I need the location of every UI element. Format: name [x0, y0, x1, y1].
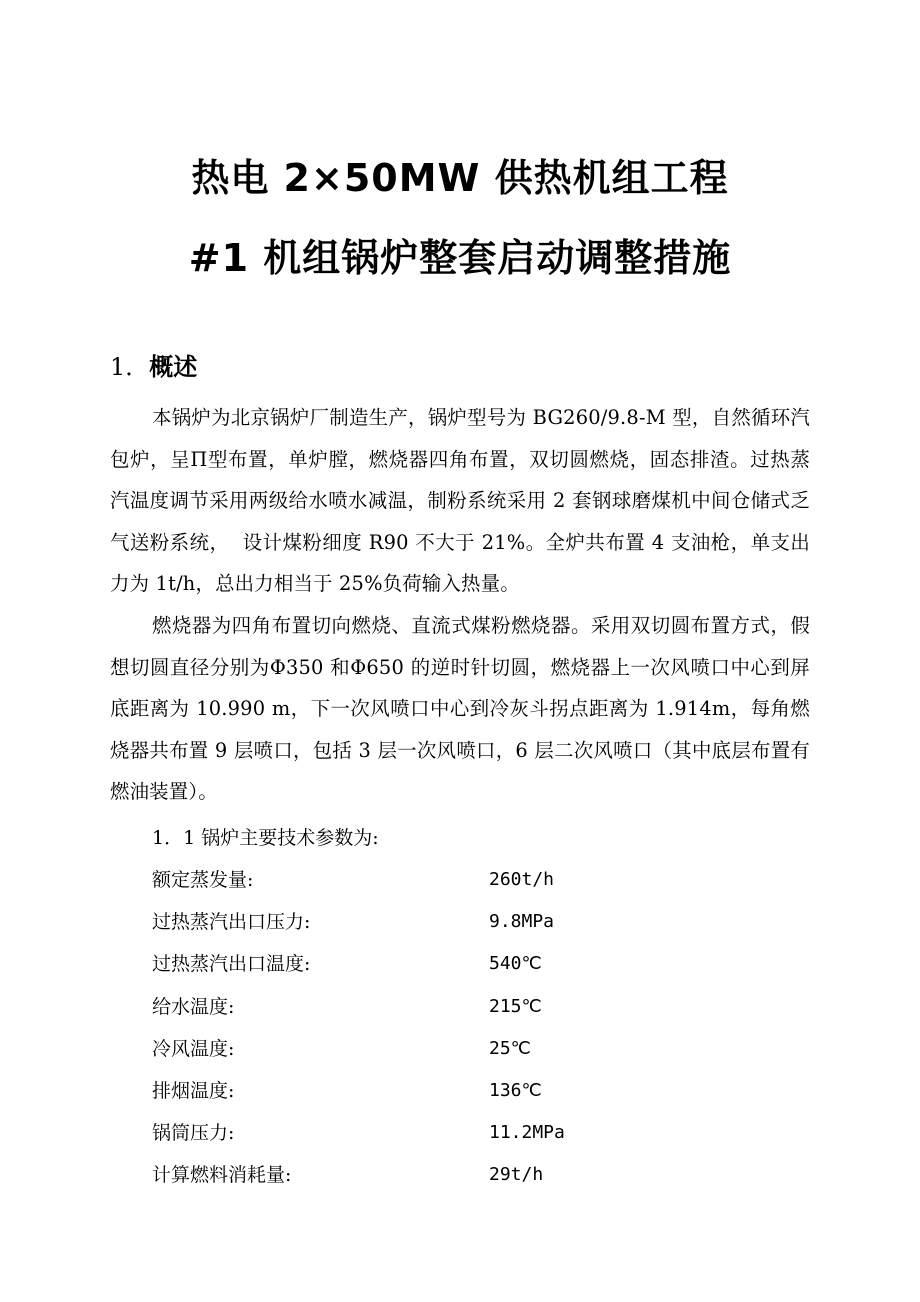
parameter-label: 冷风温度:	[152, 1037, 235, 1060]
parameter-row	[152, 944, 752, 986]
parameter-value: 29t/h	[489, 1164, 544, 1186]
parameter-value: 215℃	[489, 995, 542, 1017]
parameter-value: 11.2MPa	[489, 1122, 565, 1144]
parameter-row	[152, 860, 752, 902]
parameter-row	[152, 1113, 752, 1155]
parameter-row	[152, 902, 752, 944]
parameter-label: 锅筒压力:	[152, 1122, 235, 1145]
parameter-value: 9.8MPa	[489, 911, 555, 933]
document-title-line2: #1 机组锅炉整套启动调整措施	[188, 236, 732, 280]
overview-paragraph-1: 本锅炉为北京锅炉厂制造生产，锅炉型号为 BG260/9.8-M 型，自然循环汽包炉，呈Π型布置，单炉膛，燃烧器四角布置，双切圆燃烧，固态排渣。过热蒸汽温度调节采用两级给水喷水减温，制粉系统采用 2 套钢球磨煤机中间仓储式乏气送粉系统， 设计煤粉细度 R90 不大于 21%。全炉共布置 4 支油枪，单支出力为 1t/h，总出力相当于 25%负荷输入热量。	[110, 406, 810, 595]
overview-paragraph-2: 燃烧器为四角布置切向燃烧、直流式煤粉燃烧器。采用双切圆布置方式，假想切圆直径分别为Φ350 和Φ650 的逆时针切圆，燃烧器上一次风喷口中心到屏底距离为 10.990 m，下一次风喷口中心到冷灰斗拐点距离为 1.914m，每角燃烧器共布置 9 层喷口，包括 3 层一次风喷口，6 层二次风喷口（其中底层布置有燃油装置）。	[110, 614, 810, 803]
parameter-label: 额定蒸发量:	[152, 869, 254, 891]
subsection-title: 1．1 锅炉主要技术参数为:	[152, 827, 379, 849]
section-number: 1．	[110, 353, 150, 381]
parameter-row	[152, 1029, 752, 1071]
parameter-value: 136℃	[489, 1079, 542, 1101]
parameter-row	[152, 1071, 752, 1113]
parameter-row	[152, 987, 752, 1029]
section-title: 概述	[149, 353, 198, 381]
parameter-row	[152, 1155, 752, 1197]
parameter-label: 给水温度:	[152, 995, 235, 1018]
parameter-label: 过热蒸汽出口温度:	[152, 953, 311, 976]
section-heading	[110, 350, 197, 384]
parameter-value: 540℃	[489, 953, 542, 975]
parameter-value: 260t/h	[489, 869, 555, 890]
parameter-label: 计算燃料消耗量:	[152, 1164, 292, 1187]
parameter-label: 排烟温度:	[152, 1079, 235, 1102]
document-title-line1: 热电 2×50MW 供热机组工程	[191, 156, 729, 200]
parameter-list	[152, 860, 752, 1198]
parameter-value: 25℃	[489, 1037, 531, 1059]
parameter-label: 过热蒸汽出口压力:	[152, 911, 311, 934]
